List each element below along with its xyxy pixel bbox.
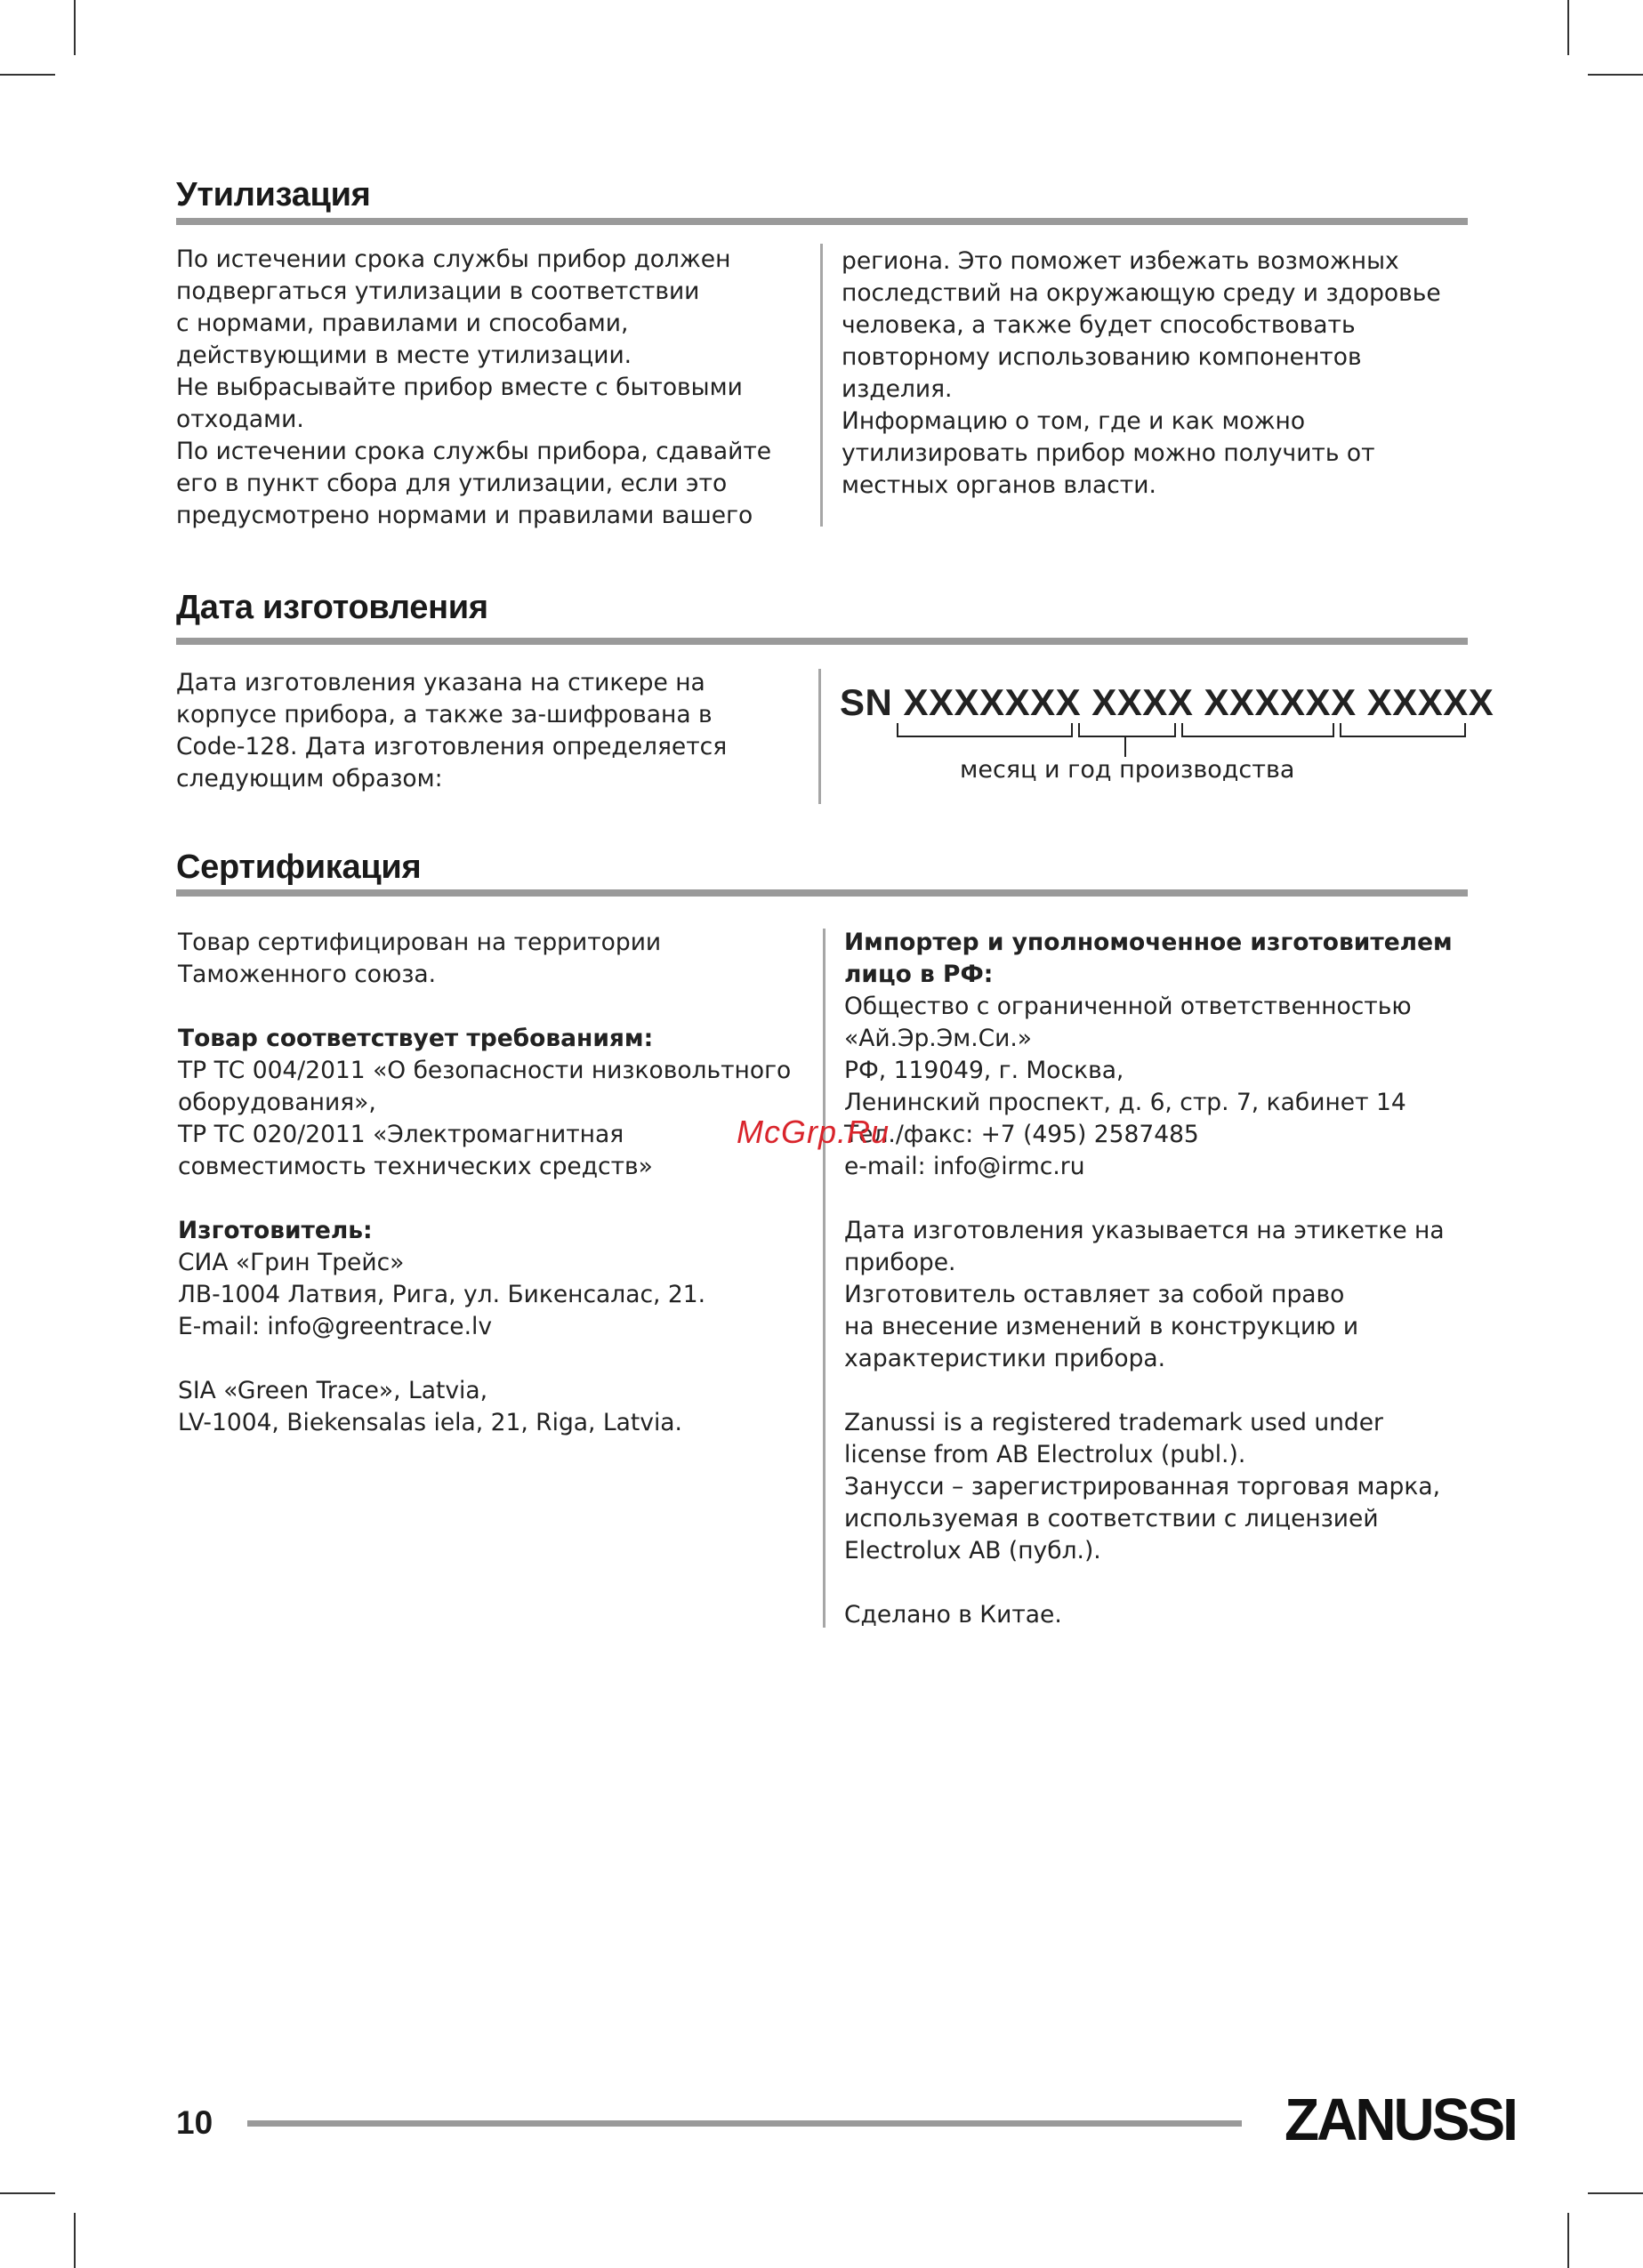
serial-bracket	[1181, 723, 1334, 737]
footer-rule	[247, 2120, 1242, 2127]
text-line: Electrolux AB (публ.).	[844, 1537, 1101, 1564]
text-line: его в пункт сбора для утилизации, если это	[176, 470, 728, 497]
crop-mark	[1567, 0, 1569, 55]
text-line: характеристики прибора.	[844, 1345, 1166, 1372]
certification-left-column	[178, 927, 818, 1439]
certification-right-column	[844, 927, 1476, 1631]
text-line: Дата изготовления указывается на этикетке на	[844, 1217, 1445, 1244]
serial-bracket	[1078, 723, 1176, 737]
text-line: Не выбрасывайте прибор вместе с бытовыми	[176, 374, 743, 401]
column-divider	[820, 244, 823, 527]
text-line: Ленинский проспект, д. 6, стр. 7, кабинет 14	[844, 1089, 1406, 1116]
text-line: license from AB Electrolux (publ.).	[844, 1441, 1246, 1468]
text-line: ЛВ-1004 Латвия, Рига, ул. Бикенсалас, 21.	[178, 1281, 706, 1308]
text-line: используемая в соответствии с лицензией	[844, 1505, 1379, 1532]
crop-mark	[1567, 2213, 1569, 2268]
text-line: ТР ТС 004/2011 «О безопасности низковольтного	[178, 1057, 792, 1084]
crop-mark	[74, 0, 76, 55]
brand-logo: ZANUSSI	[1285, 2086, 1516, 2153]
text-line: По истечении срока службы прибор должен	[176, 245, 731, 273]
text-line: Информацию о том, где и как можно	[842, 407, 1306, 435]
text-line: оборудования»,	[178, 1089, 376, 1116]
section-rule	[176, 218, 1468, 225]
text-line: По истечении срока службы прибора, сдавайте	[176, 438, 772, 465]
crop-mark	[1588, 74, 1643, 76]
text-line: подвергаться утилизации в соответствии	[176, 277, 700, 305]
section-rule	[176, 638, 1468, 645]
section-rule	[176, 889, 1468, 897]
serial-bracket	[897, 723, 1073, 737]
text-line: ТР ТС 020/2011 «Электромагнитная	[178, 1121, 624, 1148]
text-line: с нормами, правилами и способами,	[176, 310, 629, 337]
origin-line: Сделано в Китае.	[844, 1601, 1062, 1629]
text-line: региона. Это поможет избежать возможных	[842, 247, 1399, 275]
manufacturer-heading: Изготовитель:	[178, 1217, 373, 1244]
disposal-heading: Утилизация	[176, 176, 371, 213]
text-line: действующими в месте утилизации.	[176, 342, 632, 369]
text-line: изделия.	[842, 375, 953, 403]
text-line: «Ай.Эр.Эм.Си.»	[844, 1025, 1033, 1052]
text-line: Таможенного союза.	[178, 961, 437, 988]
manufacture-date-text	[176, 667, 799, 795]
text-line: совместимость технических средств»	[178, 1153, 653, 1180]
text-line: LV-1004, Biekensalas iela, 21, Riga, Latvia.	[178, 1409, 682, 1436]
text-line: повторному использованию компонентов	[842, 343, 1362, 371]
disposal-left-column	[176, 244, 799, 532]
crop-mark	[1588, 2192, 1643, 2194]
text-line: человека, а также будет способствовать	[842, 311, 1356, 339]
text-line: предусмотрено нормами и правилами вашего	[176, 502, 753, 529]
text-line: приборе.	[844, 1249, 956, 1276]
text-line: Занусси – зарегистрированная торговая марка,	[844, 1473, 1441, 1500]
text-line: следующим образом:	[176, 765, 443, 792]
crop-mark	[0, 2192, 55, 2194]
serial-caption: месяц и год производства	[960, 756, 1295, 784]
text-line: корпусе прибора, а также за-шифрована в	[176, 701, 713, 728]
page-number: 10	[176, 2104, 213, 2141]
importer-heading: лицо в РФ:	[844, 961, 994, 988]
serial-pointer	[1124, 737, 1126, 757]
text-line: последствий на окружающую среду и здоровье	[842, 279, 1441, 307]
column-divider	[818, 669, 821, 804]
text-line: утилизировать прибор можно получить от	[842, 439, 1375, 467]
text-line: Общество с ограниченной ответственностью	[844, 993, 1412, 1020]
crop-mark	[0, 74, 55, 76]
text-line: на внесение изменений в конструкцию и	[844, 1313, 1359, 1340]
text-line: e-mail: info@irmc.ru	[844, 1153, 1085, 1180]
manufacture-date-heading: Дата изготовления	[176, 589, 488, 626]
text-line: Изготовитель оставляет за собой право	[844, 1281, 1345, 1308]
certification-heading: Сертификация	[176, 848, 422, 886]
watermark: McGrp.Ru	[737, 1114, 890, 1150]
text-line: SIA «Green Trace», Latvia,	[178, 1377, 488, 1404]
text-line: E-mail: info@greentrace.lv	[178, 1313, 493, 1340]
text-line: РФ, 119049, г. Москва,	[844, 1057, 1124, 1084]
column-divider	[823, 929, 826, 1628]
text-line: Code-128. Дата изготовления определяется	[176, 733, 728, 760]
text-line: Дата изготовления указана на стикере на	[176, 669, 705, 696]
disposal-right-column	[842, 245, 1473, 502]
requirements-heading: Товар соответствует требованиям:	[178, 1025, 654, 1052]
serial-number-format: SN XXXXXXX XXXX XXXXXX XXXXX	[840, 681, 1494, 723]
importer-heading: Импортер и уполномоченное изготовителем	[844, 929, 1453, 956]
serial-bracket	[1340, 723, 1466, 737]
text-line: местных органов власти.	[842, 471, 1156, 499]
text-line: СИА «Грин Трейс»	[178, 1249, 405, 1276]
crop-mark	[74, 2213, 76, 2268]
text-line: Тел./факс: +7 (495) 2587485	[844, 1121, 1199, 1148]
text-line: отходами.	[176, 406, 304, 433]
text-line: Zanussi is a registered trademark used under	[844, 1409, 1383, 1436]
text-line: Товар сертифицирован на территории	[178, 929, 662, 956]
